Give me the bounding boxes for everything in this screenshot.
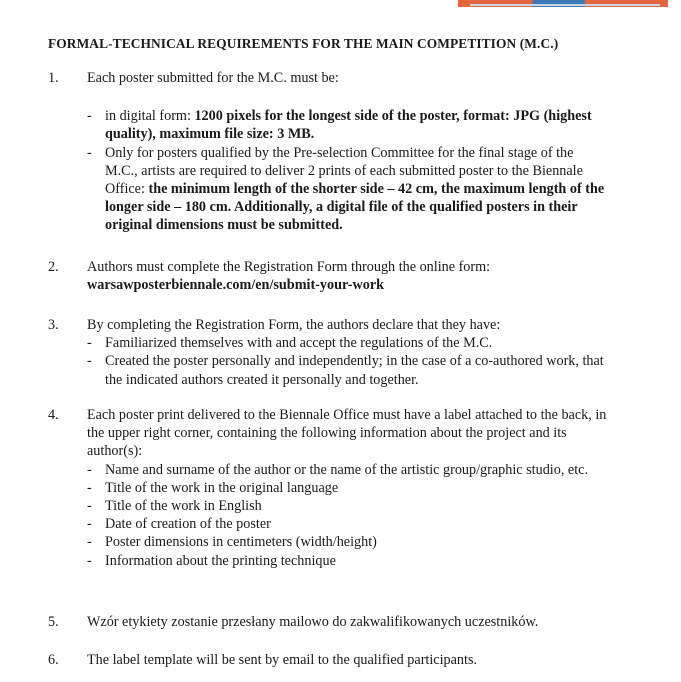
bullet-plain-text: Only for posters qualified by the Pre-selection Committee for the final stage of the M.C., artists are required to deliver 2 prints of each submitted poster to the Biennale Office:: [105, 144, 583, 198]
page-title: FORMAL-TECHNICAL REQUIREMENTS FOR THE MAIN COMPETITION (M.C.): [48, 36, 559, 51]
list-item: - Title of the work in the original language: [87, 479, 339, 496]
bullet-plain-text: in digital form:: [105, 108, 195, 125]
list-item-2: [87, 258, 612, 294]
registration-link[interactable]: warsawposterbiennale.com/en/submit-your-work: [87, 277, 385, 294]
dash-icon: -: [87, 335, 92, 352]
dash-icon: -: [87, 353, 92, 370]
list-item: - Information about the printing technique: [87, 552, 336, 569]
dash-icon: -: [87, 108, 92, 125]
bullet-print-delivery: [87, 144, 605, 235]
list-item-1: [87, 69, 612, 235]
dash-icon: -: [87, 144, 92, 161]
list-item: - Familiarized themselves with and accept the regulations of the M.C.: [87, 335, 493, 352]
list-item: - Created the poster personally and independently; in the case of a co-authored work, that the indicated authors created it personally and together.: [87, 353, 604, 388]
list-item: - Title of the work in English: [87, 498, 262, 515]
dash-icon: -: [87, 461, 92, 478]
item-1-lead: Each poster submitted for the M.C. must be:: [87, 70, 339, 86]
decorative-header-line: [470, 4, 660, 6]
list-item-3: [87, 316, 612, 389]
item-number-2: 2.: [48, 259, 59, 275]
list-item: - Date of creation of the poster: [87, 516, 271, 533]
list-item: - Name and surname of the author or the name of the artistic group/graphic studio, etc.: [87, 461, 589, 478]
dash-icon: -: [87, 534, 92, 551]
item-number-1: 1.: [48, 70, 59, 86]
list-item: - Poster dimensions in centimeters (width/height): [87, 534, 377, 551]
bullet-bold-text: the minimum length of the shorter side – 42 cm, the maximum length of the longer side – 180 cm. Additionally, a digital file of the qualified posters in their original dimensions must be submitted.: [105, 181, 605, 234]
item-number-5: 5.: [48, 614, 59, 630]
item-3-bullets: [87, 334, 612, 389]
bullet-digital-form: [87, 107, 605, 143]
dash-icon: -: [87, 516, 92, 533]
dash-icon: -: [87, 552, 92, 569]
item-4-lead: Each poster print delivered to the Biennale Office must have a label attached to the back, in the upper right corner, containing the following information about the project and its author(s):: [87, 407, 607, 460]
item-3-lead: By completing the Registration Form, the authors declare that they have:: [87, 317, 501, 333]
list-item-5: [87, 613, 612, 631]
item-number-6: 6.: [48, 652, 59, 668]
dash-icon: -: [87, 479, 92, 496]
bullet-bold-text: 1200 pixels for the longest side of the poster, format: JPG (highest quality), maximum file size: 3 MB.: [105, 108, 592, 143]
list-item-4: [87, 406, 612, 570]
item-6-lead: The label template will be sent by email to the qualified participants.: [87, 652, 478, 668]
item-4-bullets: [87, 461, 612, 570]
list-item-6: [87, 651, 612, 669]
item-5-lead: Wzór etykiety zostanie przesłany mailowo do zakwalifikowanych uczestników.: [87, 614, 539, 630]
dash-icon: -: [87, 498, 92, 515]
item-number-4: 4.: [48, 407, 59, 423]
item-1-bullets: [87, 107, 605, 234]
item-number-3: 3.: [48, 317, 59, 333]
item-2-lead: Authors must complete the Registration Form through the online form:: [87, 259, 491, 275]
